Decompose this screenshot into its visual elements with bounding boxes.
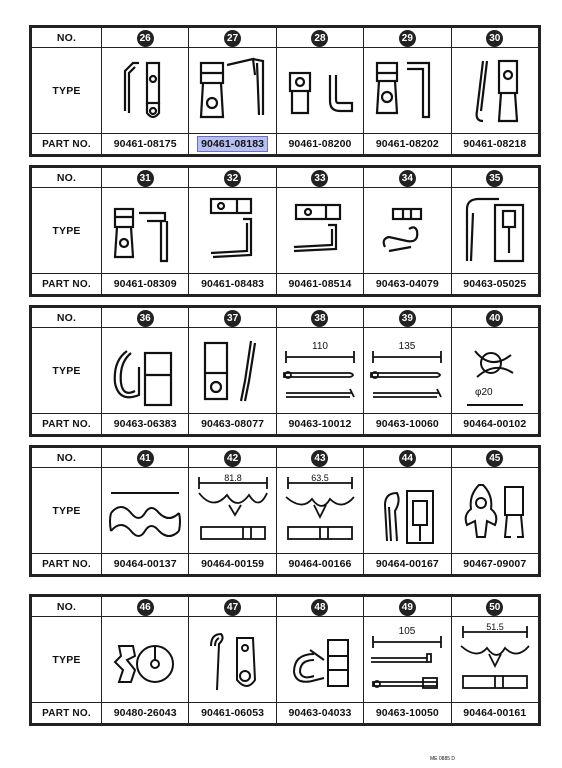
clamp-image-28[interactable] <box>280 51 360 131</box>
item-number-28: 28 <box>311 30 328 47</box>
item-number-35: 35 <box>486 170 503 187</box>
clamp-image-44[interactable] <box>367 471 447 551</box>
item-number-39: 39 <box>399 310 416 327</box>
part-number-37[interactable]: 90463-08077 <box>189 414 276 435</box>
type-label: TYPE <box>32 48 102 134</box>
no-label: NO. <box>32 448 102 468</box>
item-number-49: 49 <box>399 599 416 616</box>
clamp-image-47[interactable] <box>193 620 273 700</box>
item-number-45: 45 <box>486 450 503 467</box>
clamp-image-33[interactable] <box>280 191 360 271</box>
part-number-42[interactable]: 90464-00159 <box>189 554 276 575</box>
clamp-image-50[interactable] <box>455 620 535 700</box>
parts-table-1 <box>29 25 541 157</box>
clamp-image-26[interactable] <box>105 51 185 131</box>
part-number-27-highlighted[interactable]: 90461-08183 <box>197 136 268 152</box>
item-number-48: 48 <box>311 599 328 616</box>
no-label: NO. <box>32 308 102 328</box>
item-number-50: 50 <box>486 599 503 616</box>
dimension-38: 110 <box>311 340 328 352</box>
clamp-image-41[interactable] <box>105 471 185 551</box>
item-number-27: 27 <box>224 30 241 47</box>
part-number-46[interactable]: 90480-26043 <box>102 703 189 724</box>
part-no-label: PART NO. <box>32 554 102 575</box>
item-number-46: 46 <box>137 599 154 616</box>
item-number-44: 44 <box>399 450 416 467</box>
clamp-image-42[interactable] <box>193 471 273 551</box>
item-number-43: 43 <box>311 450 328 467</box>
parts-table-2 <box>29 165 541 297</box>
part-number-45[interactable]: 90467-09007 <box>451 554 538 575</box>
item-number-29: 29 <box>399 30 416 47</box>
item-number-36: 36 <box>137 310 154 327</box>
part-number-33[interactable]: 90461-08514 <box>276 274 363 295</box>
part-number-29[interactable]: 90461-08202 <box>364 134 451 155</box>
clamp-image-39[interactable] <box>367 331 447 411</box>
clamp-image-30[interactable] <box>455 51 535 131</box>
part-number-30[interactable]: 90461-08218 <box>451 134 538 155</box>
clamp-image-27[interactable] <box>193 51 273 131</box>
item-number-47: 47 <box>224 599 241 616</box>
item-number-31: 31 <box>137 170 154 187</box>
item-number-32: 32 <box>224 170 241 187</box>
part-number-38[interactable]: 90463-10012 <box>276 414 363 435</box>
parts-table-4 <box>29 445 541 577</box>
part-number-44[interactable]: 90464-00167 <box>364 554 451 575</box>
part-number-36[interactable]: 90463-06383 <box>102 414 189 435</box>
clamp-image-43[interactable] <box>280 471 360 551</box>
part-no-label: PART NO. <box>32 134 102 155</box>
part-number-47[interactable]: 90461-06053 <box>189 703 276 724</box>
part-number-31[interactable]: 90461-08309 <box>102 274 189 295</box>
part-number-34[interactable]: 90463-04079 <box>364 274 451 295</box>
clamp-image-29[interactable] <box>367 51 447 131</box>
parts-table-3 <box>29 305 541 437</box>
clamp-image-37[interactable] <box>193 331 273 411</box>
part-no-label: PART NO. <box>32 414 102 435</box>
dimension-43: 63.5 <box>311 472 329 483</box>
dimension-39: 135 <box>399 340 416 352</box>
part-number-40[interactable]: 90464-00102 <box>451 414 538 435</box>
item-number-37: 37 <box>224 310 241 327</box>
part-number-43[interactable]: 90464-00166 <box>276 554 363 575</box>
clamp-image-36[interactable] <box>105 331 185 411</box>
type-label: TYPE <box>32 468 102 554</box>
part-no-label: PART NO. <box>32 274 102 295</box>
dimension-40: φ20 <box>474 386 493 398</box>
dimension-50: 51.5 <box>486 621 504 632</box>
part-number-50[interactable]: 90464-00161 <box>451 703 538 724</box>
clamp-image-40[interactable] <box>455 331 535 411</box>
type-label: TYPE <box>32 188 102 274</box>
part-number-28[interactable]: 90461-08200 <box>276 134 363 155</box>
item-number-34: 34 <box>399 170 416 187</box>
no-label: NO. <box>32 168 102 188</box>
part-number-32[interactable]: 90461-08483 <box>189 274 276 295</box>
item-number-41: 41 <box>137 450 154 467</box>
no-label: NO. <box>32 597 102 617</box>
part-number-26[interactable]: 90461-08175 <box>102 134 189 155</box>
dimension-49: 105 <box>399 625 416 637</box>
part-no-label: PART NO. <box>32 703 102 724</box>
item-number-38: 38 <box>311 310 328 327</box>
clamp-image-31[interactable] <box>105 191 185 271</box>
clamp-image-48[interactable] <box>280 620 360 700</box>
item-number-30: 30 <box>486 30 503 47</box>
part-number-35[interactable]: 90463-05025 <box>451 274 538 295</box>
part-number-49[interactable]: 90463-10050 <box>364 703 451 724</box>
type-label: TYPE <box>32 328 102 414</box>
clamp-image-32[interactable] <box>193 191 273 271</box>
part-number-41[interactable]: 90464-00137 <box>102 554 189 575</box>
item-number-33: 33 <box>311 170 328 187</box>
no-label: NO. <box>32 28 102 48</box>
type-label: TYPE <box>32 617 102 703</box>
dimension-42: 81.8 <box>223 472 242 483</box>
document-code-stamp: ME 0885 D <box>430 756 456 762</box>
clamp-image-34[interactable] <box>367 191 447 271</box>
part-number-39[interactable]: 90463-10060 <box>364 414 451 435</box>
clamp-image-49[interactable] <box>367 620 447 700</box>
item-number-26: 26 <box>137 30 154 47</box>
clamp-image-35[interactable] <box>455 191 535 271</box>
clamp-image-45[interactable] <box>455 471 535 551</box>
item-number-42: 42 <box>224 450 241 467</box>
parts-table-5 <box>29 594 541 726</box>
clamp-image-38[interactable] <box>280 331 360 411</box>
clamp-image-46[interactable] <box>105 620 185 700</box>
item-number-40: 40 <box>486 310 503 327</box>
part-number-48[interactable]: 90463-04033 <box>276 703 363 724</box>
